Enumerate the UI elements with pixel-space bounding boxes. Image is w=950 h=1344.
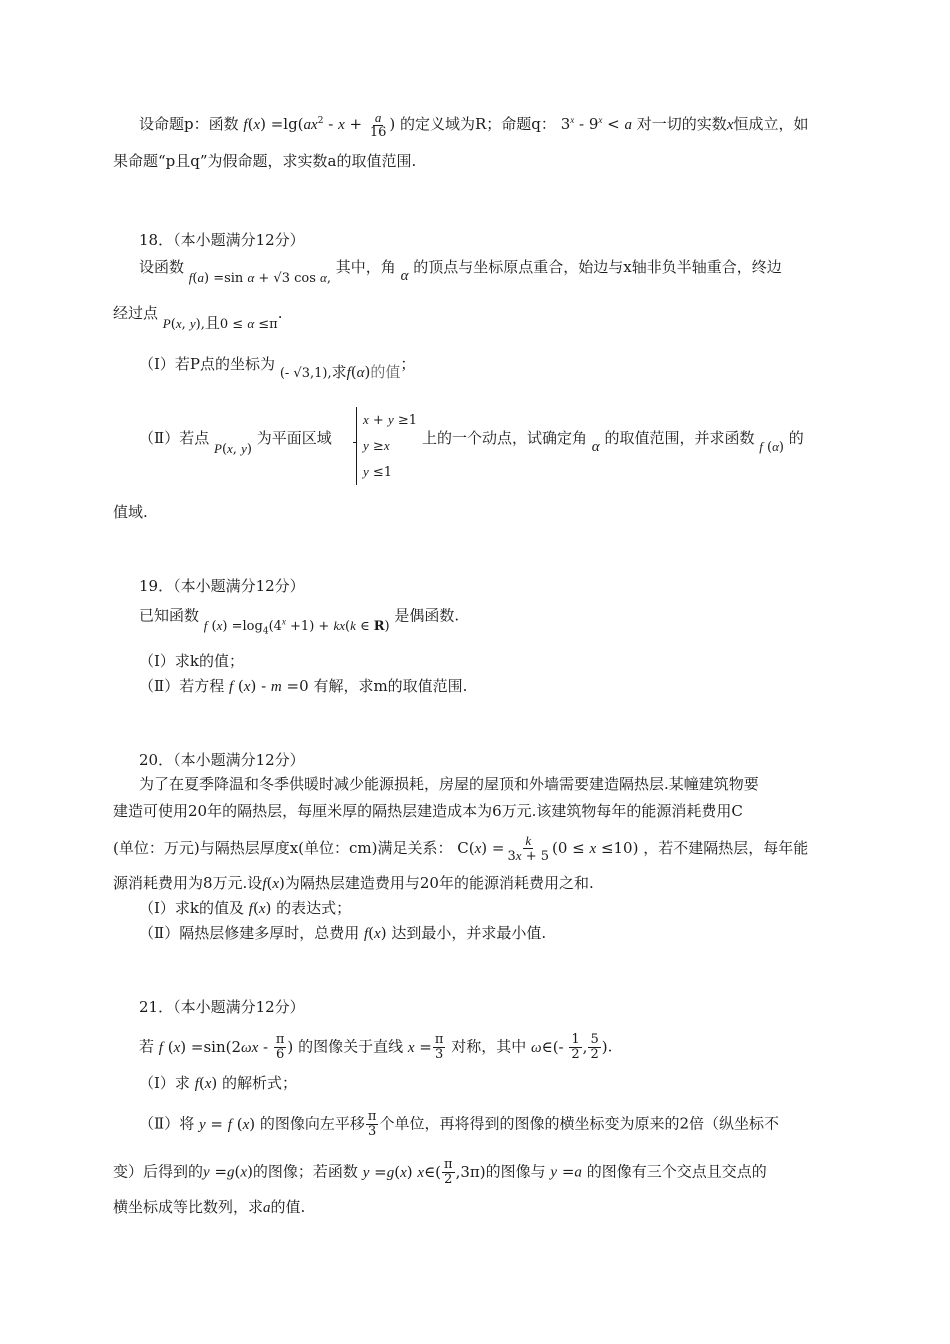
p20-heading: 20．（本小题满分12分）	[139, 751, 305, 769]
p18-line-2: 经过点 P(x, y),且0 ≤ α ≤π.	[113, 304, 283, 332]
p21-line-3: 变）后得到的y =g(x)的图像；若函数 y =g(x) x∈( $\frac{\pi}{2}$ ,3π)的图像与 y =a 的图像有三个交点且交点的	[113, 1157, 767, 1187]
p20-part-1: （Ⅰ）求k的值及 f(x) 的表达式；	[139, 899, 352, 917]
p17-text: 设命题p：函数	[139, 115, 239, 133]
p21-text: 变）后得到的	[113, 1162, 204, 1181]
inequality-system: x + y ≥1 y ≥x y ≤1	[356, 407, 417, 485]
p17-text: 恒成立，如	[733, 115, 809, 133]
p18-heading: 18．（本小题满分12分）	[139, 231, 305, 249]
p21-text: 若	[139, 1037, 155, 1056]
p18-text: 经过点	[113, 304, 159, 322]
formula: (- √3,1),	[279, 366, 332, 381]
p21-text: （Ⅰ）求	[139, 1074, 190, 1092]
formula: f	[243, 117, 248, 133]
formula: f (x) =sin(2ωx - $\frac{\pi}{6}$ )	[158, 1032, 294, 1062]
p19-part-2	[139, 675, 467, 698]
p19-heading: 19．（本小题满分12分）	[139, 577, 305, 595]
formula: P(x, y)	[213, 441, 252, 457]
p21-text: 的图像向左平移	[259, 1114, 365, 1133]
p21-heading: 21．（本小题满分12分）	[139, 998, 305, 1016]
p18-text: 且	[204, 314, 220, 332]
formula: P(x, y),	[162, 316, 205, 332]
p21-text: 的图像有三个交点且交点的	[586, 1162, 767, 1181]
p20-line-2: 建造可使用20年的隔热层，每厘米厚的隔热层建造成本为6万元.该建筑物每年的能源消耗费用C	[113, 802, 743, 820]
p18-part-1: （Ⅰ）若P点的坐标为 (- √3,1),求f(α)的值；	[139, 355, 416, 381]
p21-text: 的图像与	[485, 1162, 546, 1181]
fraction: $\frac{5}{2}$	[590, 1032, 599, 1062]
p21-text: 的解析式；	[222, 1074, 298, 1092]
p19-line-1	[139, 601, 460, 637]
p17-line-1: 设命题p：函数 $f(x) =\lg(ax^2 - x$ + $\frac{a}{16}$ ) 的定义域为R；命题q： $3^x - 9^x < a$ 对一切的实数x恒成立，如	[139, 109, 809, 140]
p17-text: 的定义域为R；命题q：	[400, 115, 556, 133]
formula: f $(x) =\log_4(4^x +1) + kx(k$ ∈ R)	[203, 617, 390, 637]
p21-text: 横坐标成等比数列，求	[113, 1198, 264, 1216]
p20-text: (单位：万元)与隔热层厚度x(单位：cm)满足关系：	[113, 839, 453, 857]
p19-text: 有解，求m的取值范围.	[313, 677, 468, 695]
p17-text: 果命题“p且q”为假命题，求实数a的取值范围.	[113, 152, 417, 170]
p18-text: 其中，角	[335, 258, 396, 276]
fraction: $\frac{\pi}{6}$	[275, 1032, 285, 1062]
p18-part-2	[139, 427, 332, 457]
formula: x = $\frac{\pi}{3}$	[407, 1032, 444, 1062]
p20-text: 的表达式；	[276, 899, 352, 917]
p17-line-2	[113, 150, 416, 172]
p20-text: 源消耗费用为8万元.设	[113, 874, 263, 892]
formula: f (x) - m =0	[228, 677, 309, 695]
p19-text: 已知函数	[139, 606, 200, 625]
p20-line-3	[113, 834, 808, 864]
p20-text: 为隔热层建造费用与20年的能源消耗费用之和.	[284, 874, 594, 892]
formula: y = f (x)	[198, 1114, 256, 1133]
p18-text: 求	[331, 363, 347, 381]
formula: ω∈(- $\frac{1}{2}$ , $\frac{5}{2}$ )	[531, 1032, 608, 1062]
p21-text: 的图像；若函数	[252, 1162, 358, 1181]
p20-part-2: （Ⅱ）隔热层修建多厚时，总费用 f(x) 达到最小，并求最小值.	[139, 924, 547, 942]
formula: f(a) =sin α + √3 cos α,	[188, 270, 331, 286]
fraction: $\frac{1}{2}$	[571, 1032, 580, 1062]
p18-text: 的顶点与坐标原点重合，始边与x轴非负半轴重合，终边	[413, 258, 782, 276]
p21-text: 对称，其中	[451, 1037, 527, 1056]
p21-text: 个单位，再将得到的图像的横坐标变为原来的2倍（纵坐标不	[379, 1114, 779, 1133]
p21-part-1: （Ⅰ）求 f(x) 的解析式；	[139, 1074, 298, 1092]
formula: C(x) = $\frac{k}{3x + 5}$ (0 ≤ x ≤10)	[457, 833, 639, 864]
p21-text: 的图像关于直线	[298, 1037, 404, 1056]
p18-text: 的	[788, 429, 804, 447]
fraction: $\frac{a}{16}$	[369, 109, 387, 140]
p18-text: 为平面区域	[256, 429, 332, 447]
p21-part-2	[139, 1110, 779, 1139]
fraction: $\frac{\pi}{3}$	[367, 1109, 377, 1139]
p19-text: （Ⅱ）若方程	[139, 677, 225, 695]
p18-text: 的取值范围，并求函数	[604, 429, 755, 447]
p18-text: （Ⅱ）若点	[139, 429, 210, 447]
fraction: $\frac{k}{3x + 5}$	[507, 833, 549, 864]
p18-part-2-cont: 上的一个动点，试确定角 α 的取值范围，并求函数 f (α) 的	[422, 429, 804, 455]
p17-text: 对一切的实数	[636, 115, 727, 133]
p18-text: 上的一个动点，试确定角	[422, 429, 588, 447]
p21-line-1: 若 f (x) =sin(2ωx - $\frac{\pi}{6}$ ) 的图像关于直线 x = $\frac{\pi}{3}$ 对称，其中 ω∈(- $\frac{1}{2}$ , $\frac{5}{2}$ ).	[139, 1032, 613, 1062]
p20-text: 达到最小，并求最小值.	[391, 924, 547, 942]
formula: f (α)	[759, 439, 784, 455]
p19-text: 是偶函数.	[394, 606, 460, 625]
p18-part-2-end: 值域.	[113, 503, 148, 521]
p21-text: （Ⅱ）将	[139, 1114, 195, 1133]
p20-line-4: 源消耗费用为8万元.设f(x)为隔热层建造费用与20年的能源消耗费用之和.	[113, 874, 594, 892]
p20-text: ，若不建隔热层，每年能	[643, 839, 809, 857]
p18-text: （Ⅰ）若P点的坐标为	[139, 355, 276, 373]
p19-part-1: （Ⅰ）求k的值；	[139, 652, 245, 670]
fraction: $\frac{\pi}{3}$	[434, 1032, 444, 1062]
p20-line-1: 为了在夏季降温和冬季供暖时减少能源损耗，房屋的屋顶和外墙需要建造隔热层.某幢建筑物要	[139, 775, 759, 793]
p20-text: （Ⅱ）隔热层修建多厚时，总费用	[139, 924, 360, 942]
p18-text: ；	[400, 355, 416, 373]
p18-line-1: 设函数 f(a) =sin α + √3 cos α, 其中，角 α 的顶点与坐标原点重合，始边与x轴非负半轴重合，终边	[139, 258, 782, 286]
formula: y =g(x) x∈( $\frac{\pi}{2}$ ,3π)	[362, 1157, 486, 1187]
p21-text: 的值.	[270, 1198, 306, 1216]
formula: $3^x - 9^x < a$	[560, 115, 633, 133]
fraction: $\frac{\pi}{2}$	[444, 1157, 453, 1187]
p18-text: 设函数	[139, 258, 185, 276]
p20-text: （Ⅰ）求k的值及	[139, 899, 245, 917]
p21-line-4: 横坐标成等比数列，求a的值.	[113, 1198, 306, 1216]
p18-text: 的值	[370, 363, 401, 381]
